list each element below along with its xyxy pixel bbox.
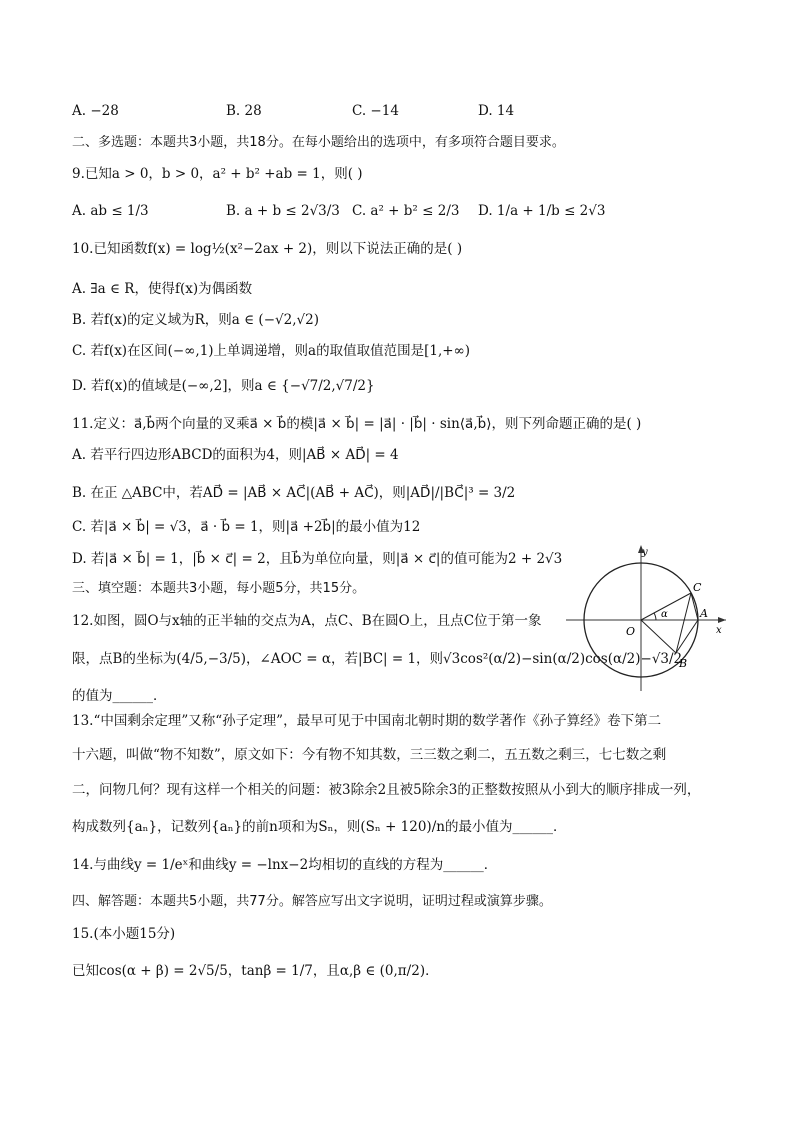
question-13-line-1: 13.“中国剩余定理”又称“孙子定理”，最早可见于中国南北朝时期的数学著作《孙子算经》卷下第二 xyxy=(72,713,662,729)
question-12-line-2: 限，点B的坐标为(4/5,−3/5)，∠AOC = α，若|BC| = 1，则√3cos²(α/2)−sin(α/2)cos(α/2)−√3/2 xyxy=(72,651,683,667)
label-a: A xyxy=(700,607,708,620)
q9-option-c: C. a² + b² ≤ 2/3 xyxy=(352,203,460,219)
q8-option-d: D. 14 xyxy=(478,103,515,119)
section-heading-solutions: 四、解答题：本题共5小题，共77分。解答应写出文字说明，证明过程或演算步骤。 xyxy=(72,894,552,909)
question-15-head: 15.(本小题15分) xyxy=(72,926,176,942)
question-10-stem: 10.已知函数f(x) = log½(x²−2ax + 2)，则以下说法正确的是( ) xyxy=(72,241,463,257)
q8-option-c: C. −14 xyxy=(352,103,399,119)
question-13-line-4: 构成数列{aₙ}，记数列{aₙ}的前n项和为Sₙ，则(Sₙ + 120)/n的最小值为______． xyxy=(72,819,567,835)
q9-option-d: D. 1/a + 1/b ≤ 2√3 xyxy=(478,203,606,219)
question-13-line-3: 二，问物几何？现有这样一个相关的问题：被3除余2且被5除余3的正整数按照从小到大的顺序排成一列， xyxy=(72,782,701,798)
label-c: C xyxy=(693,581,702,594)
section-heading-fill-in: 三、填空题：本题共3小题，每小题5分，共15分。 xyxy=(72,581,366,596)
q9-option-a: A. ab ≤ 1/3 xyxy=(72,203,149,219)
label-b: B xyxy=(679,657,688,670)
question-9-options xyxy=(72,203,606,221)
q10-option-c: C. 若f(x)在区间(−∞,1)上单调递增，则a的取值取值范围是[1,+∞) xyxy=(72,343,471,359)
q11-option-b: B. 在正 △ABC中，若AD⃗ = |AB⃗ × AC⃗|(AB⃗ + AC⃗)，则|AD⃗|/|BC⃗|³ = 3/2 xyxy=(72,485,516,501)
angle-alpha-arc xyxy=(654,613,656,620)
label-alpha: α xyxy=(661,609,668,620)
question-15-body: 已知cos(α + β) = 2√5/5，tanβ = 1/7，且α,β ∈ (0,π/2)． xyxy=(72,963,439,979)
segment-cb xyxy=(676,593,691,653)
question-13-line-2: 十六题，叫做“物不知数”，原文如下：今有物不知其数，三三数之剩二，五五数之剩三，七七数之剩 xyxy=(72,747,667,763)
x-axis-arrow-icon xyxy=(718,617,726,623)
q11-option-c: C. 若|a⃗ × b⃗| = √3，a⃗ · b⃗ = 1，则|a⃗ +2b⃗|的最小值为12 xyxy=(72,519,421,535)
q8-option-a: A. −28 xyxy=(72,103,119,119)
segment-ba xyxy=(676,620,698,653)
q8-option-b: B. 28 xyxy=(226,103,262,119)
segment-ob xyxy=(641,620,676,653)
question-11-stem: 11.定义：a⃗,b⃗两个向量的叉乘a⃗ × b⃗的模|a⃗ × b⃗| = |a⃗| · |b⃗| · sin⟨a⃗,b⃗⟩，则下列命题正确的是( ) xyxy=(72,416,642,432)
q11-option-a: A. 若平行四边形ABCD的面积为4，则|AB⃗ × AD⃗| = 4 xyxy=(72,447,399,463)
q10-option-d: D. 若f(x)的值域是(−∞,2]，则a ∈ {−√7/2,√7/2} xyxy=(72,378,375,394)
question-12-line-1: 12.如图，圆O与x轴的正半轴的交点为A，点C、B在圆O上，且点C位于第一象 xyxy=(72,613,542,629)
q8-options xyxy=(72,103,592,121)
question-12-line-3: 的值为______． xyxy=(72,688,167,704)
q10-option-a: A. ∃a ∈ R，使得f(x)为偶函数 xyxy=(72,281,253,297)
question-9-stem: 9.已知a > 0，b > 0，a² + b² +ab = 1，则( ) xyxy=(72,166,363,182)
label-o: O xyxy=(626,625,636,638)
q10-option-b: B. 若f(x)的定义域为R，则a ∈ (−√2,√2) xyxy=(72,312,319,328)
q11-option-d: D. 若|a⃗ × b⃗| = 1，|b⃗ × c⃗| = 2，且b⃗为单位向量，则|a⃗ × c⃗|的值可能为2 + 2√3 xyxy=(72,551,563,567)
circle-figure xyxy=(566,543,726,691)
section-heading-multiple-choice: 二、多选题：本题共3小题，共18分。在每小题给出的选项中，有多项符合题目要求。 xyxy=(72,135,565,150)
label-y: y xyxy=(642,547,648,558)
label-x: x xyxy=(716,625,722,636)
question-14: 14.与曲线y = 1/eˣ和曲线y = −lnx−2均相切的直线的方程为______． xyxy=(72,857,498,873)
q9-option-b: B. a + b ≤ 2√3/3 xyxy=(226,203,340,219)
